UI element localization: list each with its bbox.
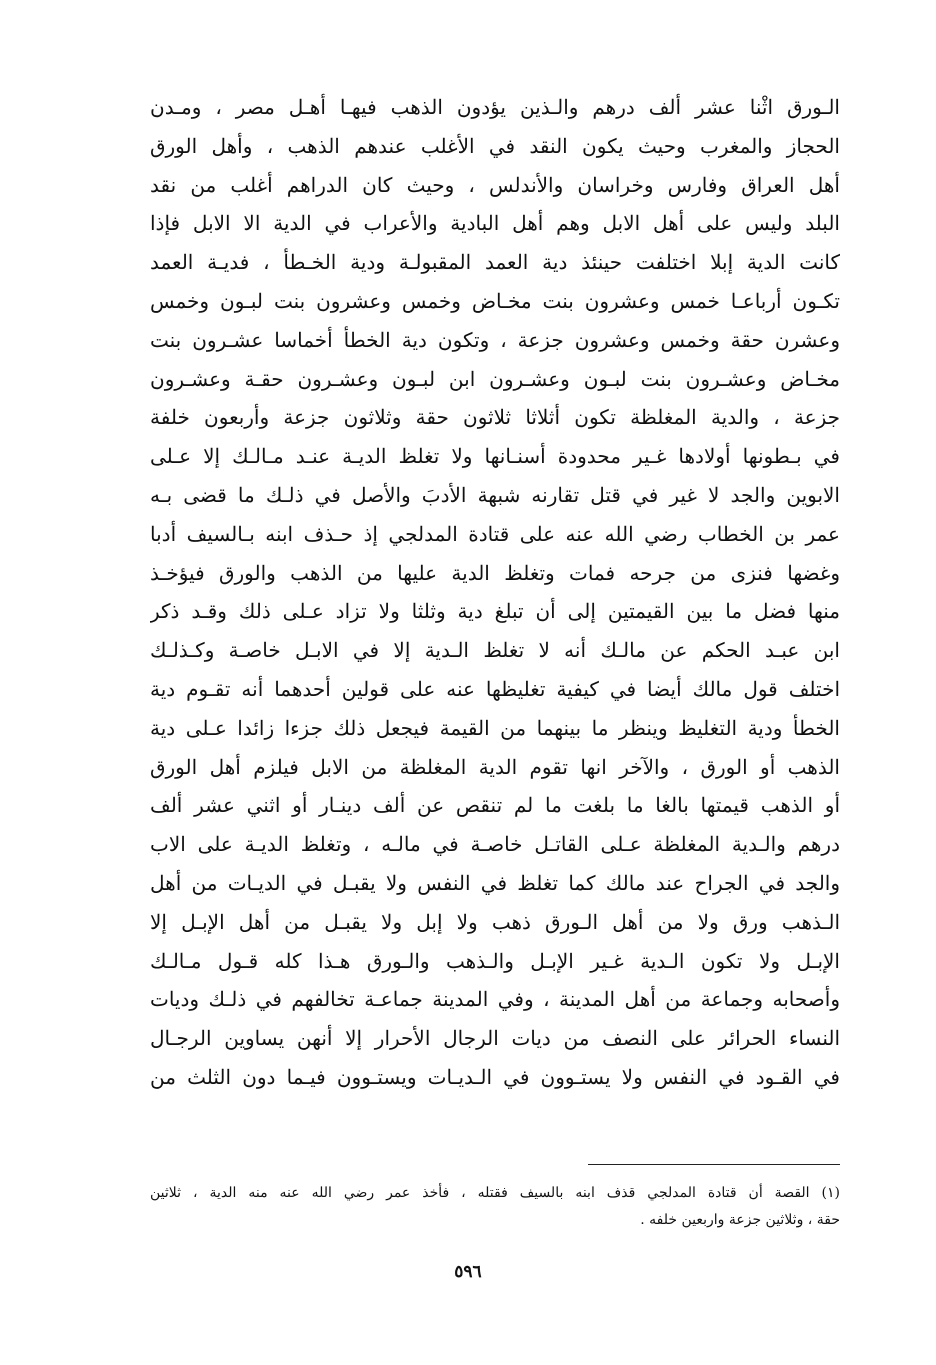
text-line: وعشرن حقة وخمس وعشرون جزعة ، وتكون دية الخطأ أخماسا عشـرون بنت [150,327,840,352]
text-line: البلد وليس على أهل الابل وهم أهل البادية والأعراب في الدية الا الابل فإذا [150,211,840,236]
text-line: مخـاض وعشـرون بنت لبـون وعشـرون ابن لبـون وعشـرون حقـة وعشـرون [150,366,840,391]
text-line: الذهب أو الورق ، والآخر انها تقوم الدية المغلظة من الابل فيلزم أهل الورق [150,754,840,779]
text-line: درهم والـدية المغلظة عـلى القاتـل خاصـة في مالـه ، وتغلظ الديـة على الاب [150,832,840,857]
text-line: الـذهب ورق ولا من أهل الـورق ذهب ولا إبل ولا يقبـل من أهل الإبـل إلا [150,909,840,934]
footnotes [150,1180,840,1234]
text-line: عمر بن الخطاب رضي الله عنه على قتادة المدلجي إذ حـذف ابنه بـالسيف أدبا [150,521,840,546]
text-line: الـورق اثْنا عشر ألف درهم والـذين يؤدون الذهب فيهـا أهـل مصر ، ومـدن [150,95,840,119]
main-text [150,88,840,1097]
text-line: في القـود في النفس ولا يستـوون في الـديـات ويستـوون فيـما دون الثلث من [150,1064,840,1089]
text-line: تكـون أرباعـا خمس وعشرون بنت مخـاض وخمس وعشرون بنت لبـون وخمس [150,288,840,313]
text-line: الإبـل ولا تكون الـدية غـير الإبـل والـذهب والـورق هـذا كله قـول مـالـك [150,948,840,973]
text-line: جزعة ، والدية المغلظة تكون أثلاثا ثلاثون حقة وثلاثون جزعة وأربعون خلفة [150,405,840,430]
text-line: وغضها فنزى من جرحه فمات وتغلظ الدية عليها من الذهب والورق فيؤخـذ [150,560,840,585]
text-line: وأصحابه وجماعة من أهل المدينة ، وفي المدينة جماعـة تخالفهم في ذلـك وديات [150,987,840,1012]
text-line: كانت الدية إبلا اختلفت حينئذ دية العمد المقبولـة ودية الخـطأ ، فديـة العمد [150,250,840,275]
text-line: في بـطونها أولادها غـير محدودة أسنـانها ولا تغلظ الديـة عنـد مـالـك إلا عـلى [150,444,840,469]
footnote-line: (١) القصة أن قتادة المدلجي قذف ابنه بالسيف فقتله ، فأخذ عمر رضي الله عنه منه الدية ، ثلاثين [150,1185,840,1201]
text-line: الخطأ ودية التغليظ وينظر ما بينهما من القيمة فيجعل ذلك جزءا زائدا عـلى دية [150,715,840,740]
text-line: الحجاز والمغرب وحيث يكون النقد في الأغلب عندهم الذهب ، وأهل الورق [150,133,840,158]
text-line: أو الذهب قيمتها بالغا ما بلغت ما لم تنقص عن ألف دينـار أو اثني عشر ألف [150,793,840,818]
text-line: أهل العراق وفارس وخراسان والأندلس ، وحيث كان الدراهم أغلب من نقد [150,172,840,197]
text-line: والجد في الجراح عند مالك كما تغلظ في النفس ولا يقبـل في الديـات من أهل [150,870,840,895]
footnote-separator [588,1164,840,1165]
text-line: ابن عبـد الحكم عن مالـك أنه لا تغلظ الـدية إلا في الابـل خاصـة وكـذلـك [150,638,840,663]
text-line: النساء الحرائر على النصف من ديات الرجال الأحرار إلا أنهن يساوين الرجـال [150,1026,840,1051]
footnote-line: حقة ، وثلاثين جزعة واربعين خلفه . [640,1212,840,1228]
page-number: ٥٩٦ [454,1262,482,1282]
text-line: منها فضل ما بين القيمتين إلى أن تبلغ دية وثلثا ولا تزاد عـلى ذلك وقـد ذكر [150,599,840,624]
text-line: اختلف قول مالك أيضا في كيفية تغليظها عنه على قولين أحدهما أنه تقـوم دية [150,676,840,701]
text-line: الابوين والجد لا غير في قتل تقارنه شبهة الأدبَ والأصل في ذلـك ما قضى بـه [150,482,840,507]
